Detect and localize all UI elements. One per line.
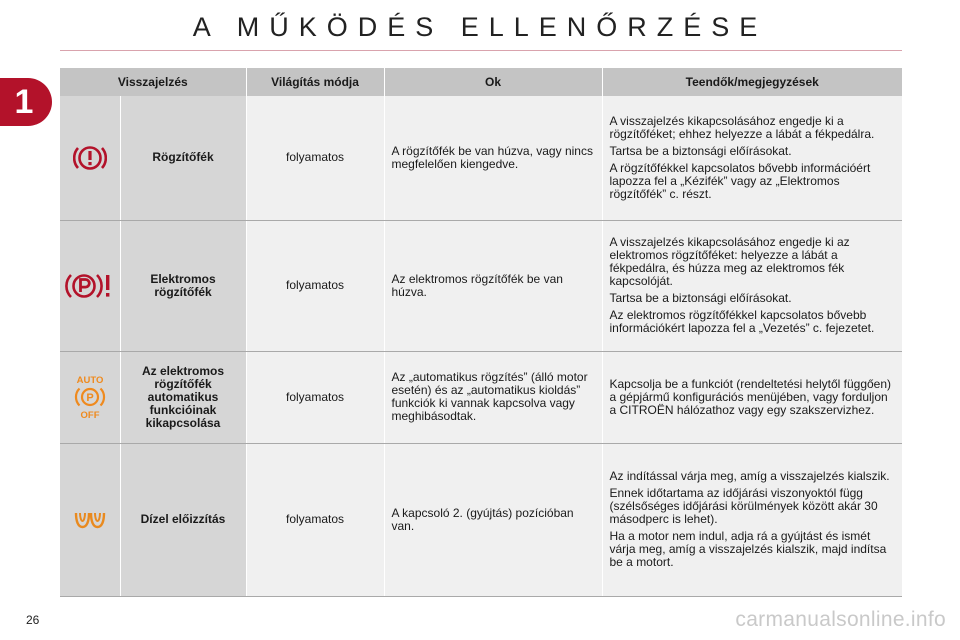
svg-text:OFF: OFF (80, 410, 100, 420)
table-row (60, 220, 902, 351)
svg-text:P: P (86, 392, 94, 404)
lighting-mode: folyamatos (246, 443, 384, 596)
action-note: A visszajelzés kikapcsolásához engedje ki a rögzítőféket; ehhez helyezze a lábát a fékpedálra. (609, 113, 875, 141)
cause-text: A rögzítőfék be van húzva, vagy nincs megfelelően kiengedve. (384, 96, 602, 220)
icon-cell (60, 96, 120, 220)
column-header-cause: Ok (384, 68, 602, 96)
title-divider (60, 50, 902, 51)
watermark: carmanualsonline.info (735, 608, 946, 631)
table-row (60, 351, 902, 443)
electric-parking-brake-icon (65, 278, 115, 292)
column-header-actions: Teendők/megjegyzések (602, 68, 902, 96)
action-notes (602, 220, 902, 351)
signal-name: Az elektromos rögzítőfék automatikus funkcióinak kikapcsolása (120, 351, 246, 443)
action-notes (602, 351, 902, 443)
signal-name: Dízel előizzítás (120, 443, 246, 596)
glow-plug-icon (73, 512, 107, 526)
cause-text: Az „automatikus rögzítés” (álló motor esetén) és az „automatikus kioldás” funkciók ki vannak kapcsolva vagy meghibásodtak. (384, 351, 602, 443)
page-title: A MŰKÖDÉS ELLENŐRZÉSE (192, 12, 768, 42)
page-number: 26 (26, 613, 40, 627)
chapter-number: 1 (14, 82, 34, 121)
lighting-mode: folyamatos (246, 220, 384, 351)
column-header-signal: Visszajelzés (60, 68, 246, 96)
svg-text:AUTO: AUTO (76, 375, 104, 386)
lighting-mode: folyamatos (246, 351, 384, 443)
cause-text: Az elektromos rögzítőfék be van húzva. (384, 220, 602, 351)
action-note: Tartsa be a biztonsági előírásokat. (609, 143, 792, 158)
column-header-mode: Világítás módja (246, 68, 384, 96)
signal-name: Elektromos rögzítőfék (120, 220, 246, 351)
table-row (60, 96, 902, 220)
action-note: Ha a motor nem indul, adja rá a gyújtást és ismét várja meg, amíg a visszajelzés kialszik, majd indítsa be a motort. (609, 529, 887, 569)
lighting-mode: folyamatos (246, 96, 384, 220)
icon-cell (60, 351, 120, 443)
parking-brake-warning-icon (73, 150, 107, 164)
action-notes (602, 443, 902, 596)
signal-name: Rögzítőfék (120, 96, 246, 220)
auto-parking-off-icon (70, 375, 110, 420)
action-note: Tartsa be a biztonsági előírásokat. (609, 291, 792, 305)
action-note: Ennek időtartama az időjárási viszonyoktól függ (szélsőséges időjárási körülmények között akár 30 másodperc is lehet). (609, 486, 878, 526)
action-notes (602, 96, 902, 220)
action-note: Az indítással várja meg, amíg a visszajelzés kialszik. (609, 469, 890, 483)
warning-lights-table (60, 68, 902, 597)
table-row (60, 443, 902, 596)
cause-text: A kapcsoló 2. (gyújtás) pozícióban van. (384, 443, 602, 596)
action-note: Kapcsolja be a funkciót (rendeltetési helytől függően) a gépjármű konfigurációs menüjében, vagy forduljon a CITROËN hálózathoz vagy egy szakszervizhez. (609, 376, 892, 417)
action-note: Az elektromos rögzítőfékkel kapcsolatos bővebb információkért lapozza fel a „Vezetés” c. fejezetet. (609, 308, 875, 335)
table-header-row (60, 68, 902, 96)
action-note: A rögzítőfékkel kapcsolatos bővebb információért lapozza fel a „Kézifék” vagy az „Elektromos rögzítőfék” c. részt. (609, 160, 871, 201)
icon-cell (60, 220, 120, 351)
action-note: A visszajelzés kikapcsolásához engedje ki az elektromos rögzítőféket: helyezze a lábát a fékpedálra, és húzza meg az elektromos fék kapcsolóját. (609, 235, 850, 288)
chapter-tab (0, 78, 52, 126)
icon-cell (60, 443, 120, 596)
